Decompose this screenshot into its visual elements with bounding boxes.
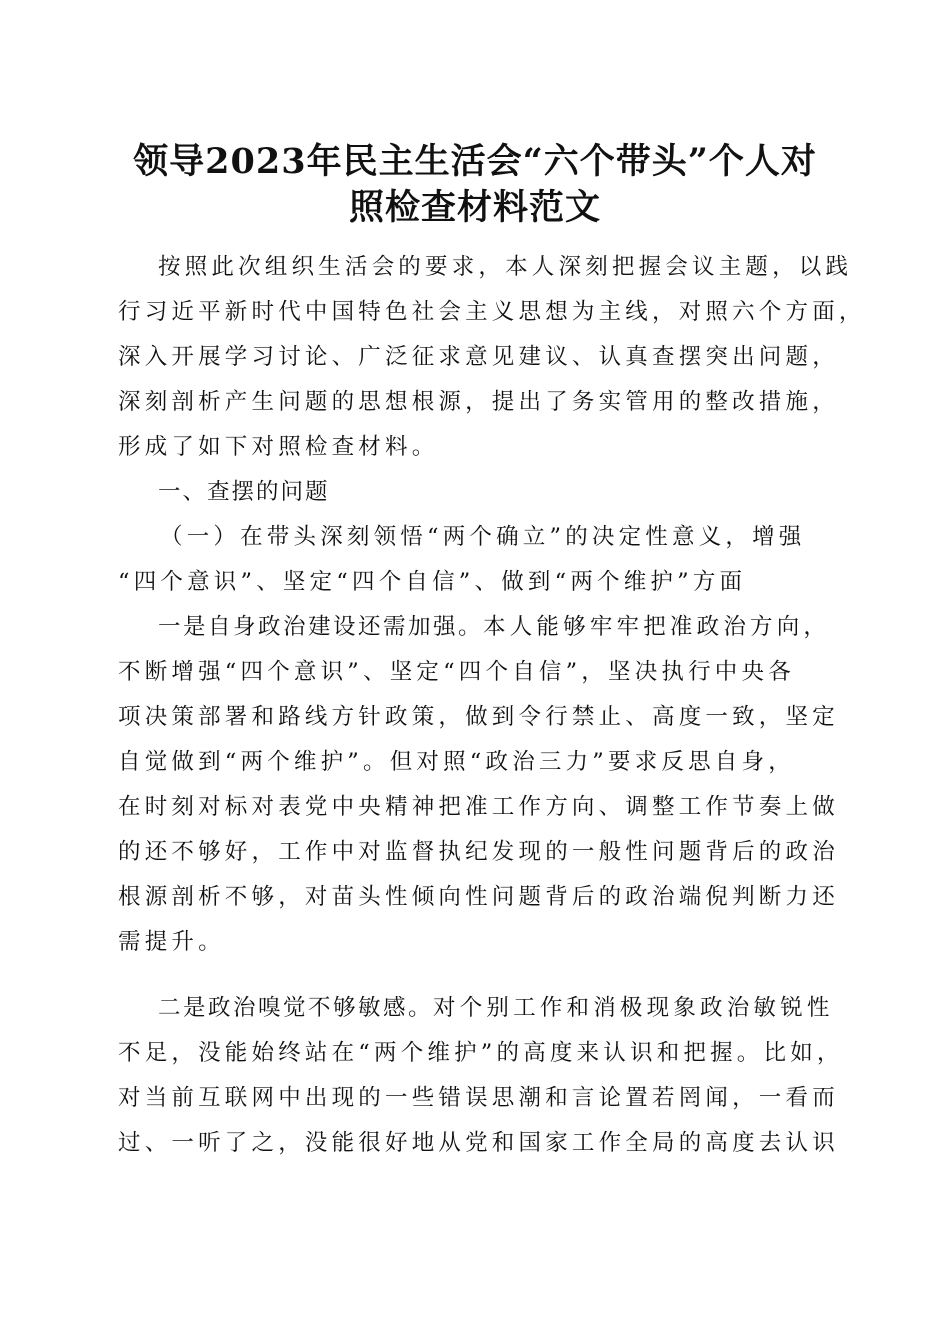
point2-line-2: 不足，没能始终站在“两个维护”的高度来认识和把握。比如，	[118, 1040, 844, 1066]
point1-line-3: 项决策部署和路线方针政策，做到令行禁止、高度一致，坚定	[118, 704, 839, 730]
document-title-line-1: 领导2023年民主生活会“六个带头”个人对	[133, 141, 817, 182]
intro-line-2: 行习近平新时代中国特色社会主义思想为主线，对照六个方面，	[118, 299, 866, 325]
point1-first-rest: 本人能够牢牢把准政治方向，	[483, 614, 831, 640]
point1-line-6: 的还不够好，工作中对监督执纪发现的一般性问题背后的政治	[118, 839, 839, 865]
section-heading: 一、查摆的问题	[158, 479, 330, 505]
point1-line-4: 自觉做到“两个维护”。但对照“政治三力”要求反思自身，	[118, 749, 795, 775]
intro-line-1: 按照此次组织生活会的要求，本人深刻把握会议主题，以践	[158, 254, 853, 280]
point1-line-7: 根源剖析不够，对苗头性倾向性问题背后的政治端倪判断力还	[118, 884, 839, 910]
point2-first-rest: 对个别工作和消极现象政治敏锐性	[433, 995, 834, 1021]
point1-line-5: 在时刻对标对表党中央精神把准工作方向、调整工作节奏上做	[118, 794, 839, 820]
subsection-heading-line-1: （一）在带头深刻领悟“两个确立”的决定性意义，增强	[160, 524, 806, 550]
point2-line-4: 过、一听了之，没能很好地从党和国家工作全局的高度去认识	[118, 1130, 839, 1156]
point2-lead: 二是政治嗅觉不够敏感。	[158, 995, 434, 1021]
intro-line-3: 深入开展学习讨论、广泛征求意见建议、认真查摆突出问题，	[118, 344, 839, 370]
intro-line-5: 形成了如下对照检查材料。	[118, 434, 439, 460]
subsection-heading-line-2: “四个意识”、坚定“四个自信”、做到“两个维护”方面	[118, 569, 747, 595]
document-title-line-2: 照检查材料范文	[348, 187, 601, 228]
point2-line-3: 对当前互联网中出现的一些错误思潮和言论置若罔闻，一看而	[118, 1085, 839, 1111]
point2-first-line	[158, 993, 834, 1023]
intro-line-4: 深刻剖析产生问题的思想根源，提出了务实管用的整改措施，	[118, 389, 839, 415]
point1-lead: 一是自身政治建设还需加强。	[158, 614, 484, 640]
point1-first-line	[158, 612, 830, 642]
point1-line-2: 不断增强“四个意识”、坚定“四个自信”，坚决执行中央各	[118, 659, 795, 685]
point1-line-8: 需提升。	[118, 929, 225, 955]
